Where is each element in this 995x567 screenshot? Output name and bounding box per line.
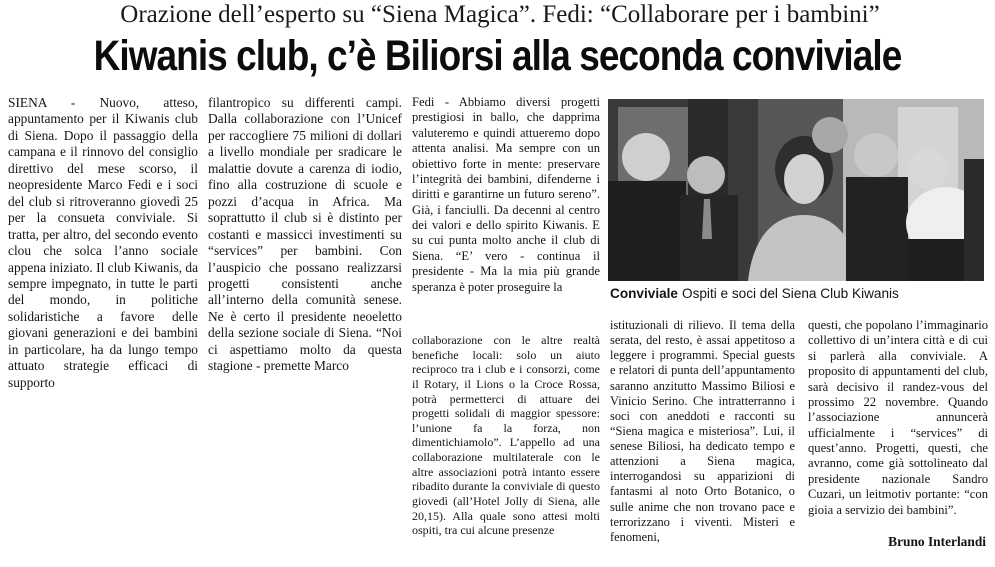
article-column-5: istituzionali di rilievo. Il tema della serata, del resto, è assai appetitoso a leggere i programmi. Special guests e relatori di punta dell’appuntamento saranno anzitutto Massimo Biliosi e Vinicio Serino. Che intratterranno i soci con aneddoti e racconti su “Siena magica e misteriosa”. Lui, il senese Biliosi, ha dedicato tempo e attenzioni a Siena magica, interrogandosi su apparizioni di fantasmi al noto Orto Botanico, o sulle anime che non trovano pace e terrorizzano i viventi. Misteri e fenomeni, (610, 318, 795, 544)
photo-caption-label: Conviviale (610, 286, 678, 301)
photo-caption-text: Ospiti e soci del Siena Club Kiwanis (682, 286, 899, 301)
article-column-1: SIENA - Nuovo, atteso, appuntamento per il Kiwanis club di Siena. Dopo il passaggio della campana e il rinnovo del consiglio direttivo del mese scorso, il neopresidente Marco Fedi e i soci del club si ritroveranno giovedì 25 per la consueta conviviale. Si tratta, per altro, del secondo evento clou che solca l’anno sociale appena iniziato. Il club Kiwanis, da sempre impegnato, in tutte le parti del mondo, in politiche solidaristiche a favore delle giovani generazioni e dei bambini in particolare, ha da lungo tempo attuato strategie efficaci di supporto (8, 95, 199, 390)
article-column-4: collaborazione con le altre realtà benefiche locali: solo un aiuto reciproco tra i club e i consorzi, come il Rotary, il Lions o la Croce Rossa, potrà permetterci di attuare dei progetti solidali di maggior spessore: l’unione fa la forza, non dimentichiamolo”. L’appello ad una collaborazione multilaterale con le altre associazioni potrà intanto essere ribadito durante la conviviale di questo giovedì (all’Hotel Jolly di Siena, alle 20,15). Alla quale sono attesi molti ospiti, tra cui alcune presenze (412, 333, 600, 538)
photo-illustration (608, 99, 984, 281)
article-column-6: questi, che popolano l’immaginario collettivo di un’intera città e di cui si parlerà alla conviviale. A proposito di appuntamenti del club, sarà decisivo il randez-vous del prossimo 22 novembre. Quando l’associazione annuncerà ufficialmente i “services” di quest’anno. Progetti, questi, che avranno, come già sottolineato dal presidente nazionale Sandro Cuzari, un leitmotiv portante: “con gioia a servizio dei bambini”. (808, 318, 988, 517)
photo-caption (610, 285, 986, 303)
article-byline: Bruno Interlandi (888, 534, 986, 549)
article-headline: Kiwanis club, c’è Biliorsi alla seconda conviviale (93, 32, 902, 80)
article-kicker: Orazione dell’esperto su “Siena Magica”. Fedi: “Collaborare per i bambini” (120, 1, 880, 28)
event-photo (608, 99, 984, 281)
article-column-2: filantropico su differenti campi. Dalla collaborazione con l’Unicef per raccogliere 75 milioni di dollari a livello mondiale per sradicare le malattie dovute a carenza di iodio, fino alla costruzione di scuole e pozzi d’acqua in Africa. Ma soprattutto il club si è distinto per costanti e massicci investimenti su “services” per bambini. Con l’auspicio che possano realizzarsi progetti consistenti anche all’interno della comunità senese. Ne è certo il presidente neoeletto della sezione sociale di Siena. “Noi ci aspettiamo molto da questa stagione - premette Marco (208, 95, 402, 374)
article-column-3: Fedi - Abbiamo diversi progetti prestigiosi in ballo, che dapprima valuteremo e quindi attueremo dopo attenta analisi. Ma sempre con un obiettivo forte in mente: preservare l’integrità dei bambini, difenderne i diritti e garantirne un futuro sereno”. Già, i fanciulli. Da decenni al centro dei valori e dello spirito Kiwanis. E su cui punta molto anche il club di Siena. “E’ vero - continua il presidente - Ma la mia più grande speranza è poter proseguire la (412, 95, 600, 294)
